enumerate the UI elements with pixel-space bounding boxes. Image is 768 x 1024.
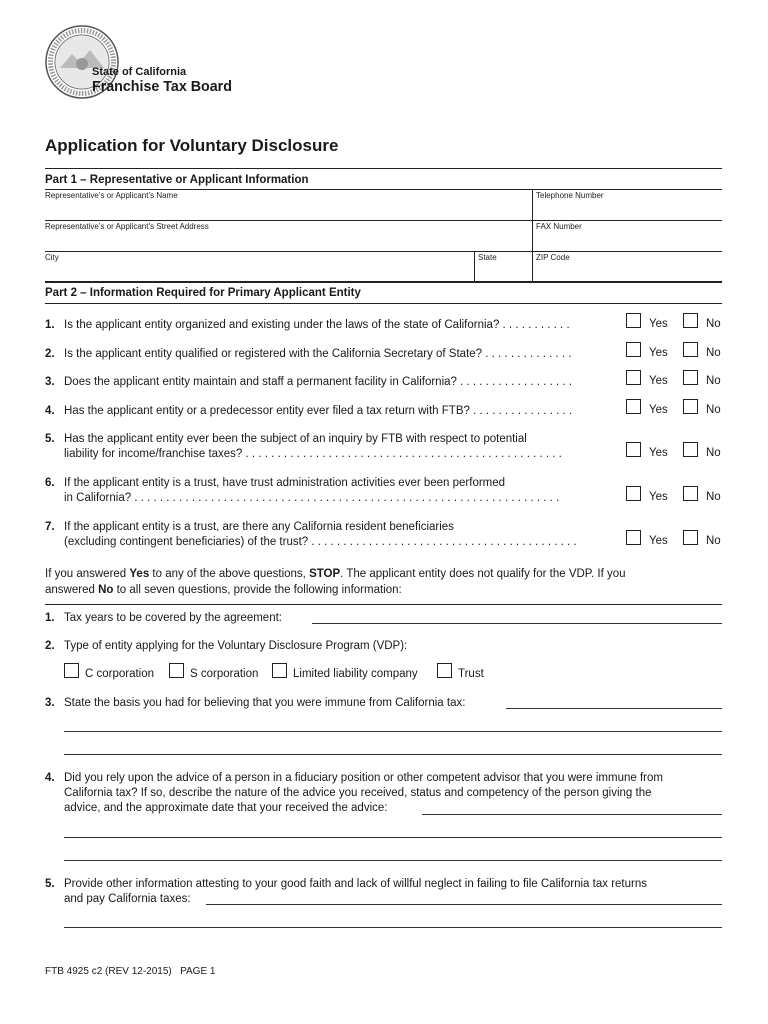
question-7: 7. If the applicant entity is a trust, are there any California resident beneficiaries (excluding contingent beneficiaries) of the trust? . . . . . . . . . . . . . . . . . . . . . . . . . . . . . . . . . . . . . . . . . . bbox=[45, 521, 577, 548]
followup-question-4: 4. Did you rely upon the advice of a person in a fiduciary position or other competent advisor that you were immune from California tax? If so, describe the nature of the advice you received, status and competency of the person giving the advice, and the approximate date that your received the advice: bbox=[45, 772, 663, 814]
q6-no-checkbox[interactable] bbox=[683, 486, 698, 501]
advisor-advice-line-3[interactable] bbox=[64, 860, 722, 861]
question-6: 6. If the applicant entity is a trust, have trust administration activities ever been performed in California? . . . . . . . . . . . . . . . . . . . . . . . . . . . . . . . . . . . . . . . . . . . . . . . . . . . . . . . . . . . . . . . . . . . bbox=[45, 477, 560, 504]
q4-yes-label: Yes bbox=[649, 404, 668, 416]
followup-question-2: 2. Type of entity applying for the Voluntary Disclosure Program (VDP): bbox=[45, 640, 408, 652]
state-field[interactable]: State bbox=[478, 253, 497, 262]
q3-no-checkbox[interactable] bbox=[683, 370, 698, 385]
good-faith-input[interactable] bbox=[206, 904, 722, 905]
q7-no-checkbox[interactable] bbox=[683, 530, 698, 545]
agency-name-line2: Franchise Tax Board bbox=[92, 78, 232, 95]
s-corporation-checkbox[interactable] bbox=[169, 663, 184, 678]
immunity-basis-line-3[interactable] bbox=[64, 754, 722, 755]
advisor-advice-line-2[interactable] bbox=[64, 837, 722, 838]
q2-yes-checkbox[interactable] bbox=[626, 342, 641, 357]
llc-checkbox[interactable] bbox=[272, 663, 287, 678]
zip-field[interactable]: ZIP Code bbox=[536, 253, 570, 262]
q7-yes-label: Yes bbox=[649, 535, 668, 547]
c-corporation-checkbox[interactable] bbox=[64, 663, 79, 678]
q4-yes-checkbox[interactable] bbox=[626, 399, 641, 414]
q5-no-label: No bbox=[706, 447, 721, 459]
immunity-basis-line-2[interactable] bbox=[64, 731, 722, 732]
form-footer: FTB 4925 c2 (REV 12-2015) PAGE 1 bbox=[45, 966, 216, 977]
good-faith-line-2[interactable] bbox=[64, 927, 722, 928]
s-corporation-label: S corporation bbox=[190, 668, 259, 680]
q3-yes-label: Yes bbox=[649, 375, 668, 387]
c-corporation-label: C corporation bbox=[85, 668, 155, 680]
telephone-field[interactable]: Telephone Number bbox=[536, 191, 604, 200]
advisor-advice-input[interactable] bbox=[422, 814, 722, 815]
stop-instructions: If you answered Yes to any of the above questions, STOP. The applicant entity does not qualify for the VDP. If you answered No to all seven questions, provide the following information: bbox=[45, 568, 626, 596]
q3-no-label: No bbox=[706, 375, 721, 387]
followup-question-1: 1. Tax years to be covered by the agreement: bbox=[45, 612, 282, 624]
agency-name-line1: State of California bbox=[92, 66, 187, 78]
tax-years-input[interactable] bbox=[312, 623, 722, 624]
q4-no-label: No bbox=[706, 404, 721, 416]
address-field[interactable]: Representative’s or Applicant’s Street Address bbox=[45, 222, 209, 231]
name-field[interactable]: Representative’s or Applicant’s Name bbox=[45, 191, 178, 200]
q3-yes-checkbox[interactable] bbox=[626, 370, 641, 385]
fax-field[interactable]: FAX Number bbox=[536, 222, 582, 231]
q1-no-checkbox[interactable] bbox=[683, 313, 698, 328]
followup-question-5: 5. Provide other information attesting to your good faith and lack of willful neglect in failing to file California tax returns and pay California taxes: bbox=[45, 878, 647, 905]
form-title: Application for Voluntary Disclosure bbox=[45, 136, 339, 155]
q1-yes-checkbox[interactable] bbox=[626, 313, 641, 328]
question-4: 4. Has the applicant entity or a predecessor entity ever filed a tax return with FTB? . . . . . . . . . . . . . . . . bbox=[45, 405, 573, 417]
question-5: 5. Has the applicant entity ever been the subject of an inquiry by FTB with respect to potential liability for income/franchise taxes? . . . . . . . . . . . . . . . . . . . . . . . . . . . . . . . . . . . . . . . . . . . . . . . . . . bbox=[45, 433, 562, 460]
q1-yes-label: Yes bbox=[649, 318, 668, 330]
q2-no-label: No bbox=[706, 347, 721, 359]
q6-no-label: No bbox=[706, 491, 721, 503]
city-field[interactable]: City bbox=[45, 253, 59, 262]
part1-heading: Part 1 – Representative or Applicant Information bbox=[45, 174, 309, 186]
q6-yes-checkbox[interactable] bbox=[626, 486, 641, 501]
llc-label: Limited liability company bbox=[293, 668, 418, 680]
trust-label: Trust bbox=[458, 668, 484, 680]
q4-no-checkbox[interactable] bbox=[683, 399, 698, 414]
q7-no-label: No bbox=[706, 535, 721, 547]
q5-yes-checkbox[interactable] bbox=[626, 442, 641, 457]
followup-question-3: 3. State the basis you had for believing that you were immune from California tax: bbox=[45, 697, 466, 709]
q2-no-checkbox[interactable] bbox=[683, 342, 698, 357]
q5-yes-label: Yes bbox=[649, 447, 668, 459]
question-2: 2. Is the applicant entity qualified or registered with the California Secretary of State? . . . . . . . . . . . . . . bbox=[45, 348, 572, 360]
q1-no-label: No bbox=[706, 318, 721, 330]
q2-yes-label: Yes bbox=[649, 347, 668, 359]
trust-checkbox[interactable] bbox=[437, 663, 452, 678]
q5-no-checkbox[interactable] bbox=[683, 442, 698, 457]
question-1: 1. Is the applicant entity organized and existing under the laws of the state of California? . . . . . . . . . . . bbox=[45, 319, 570, 331]
immunity-basis-input[interactable] bbox=[506, 708, 722, 709]
q7-yes-checkbox[interactable] bbox=[626, 530, 641, 545]
q6-yes-label: Yes bbox=[649, 491, 668, 503]
question-3: 3. Does the applicant entity maintain and staff a permanent facility in California? . . . . . . . . . . . . . . . . . . bbox=[45, 376, 572, 388]
part2-heading: Part 2 – Information Required for Primary Applicant Entity bbox=[45, 287, 361, 299]
